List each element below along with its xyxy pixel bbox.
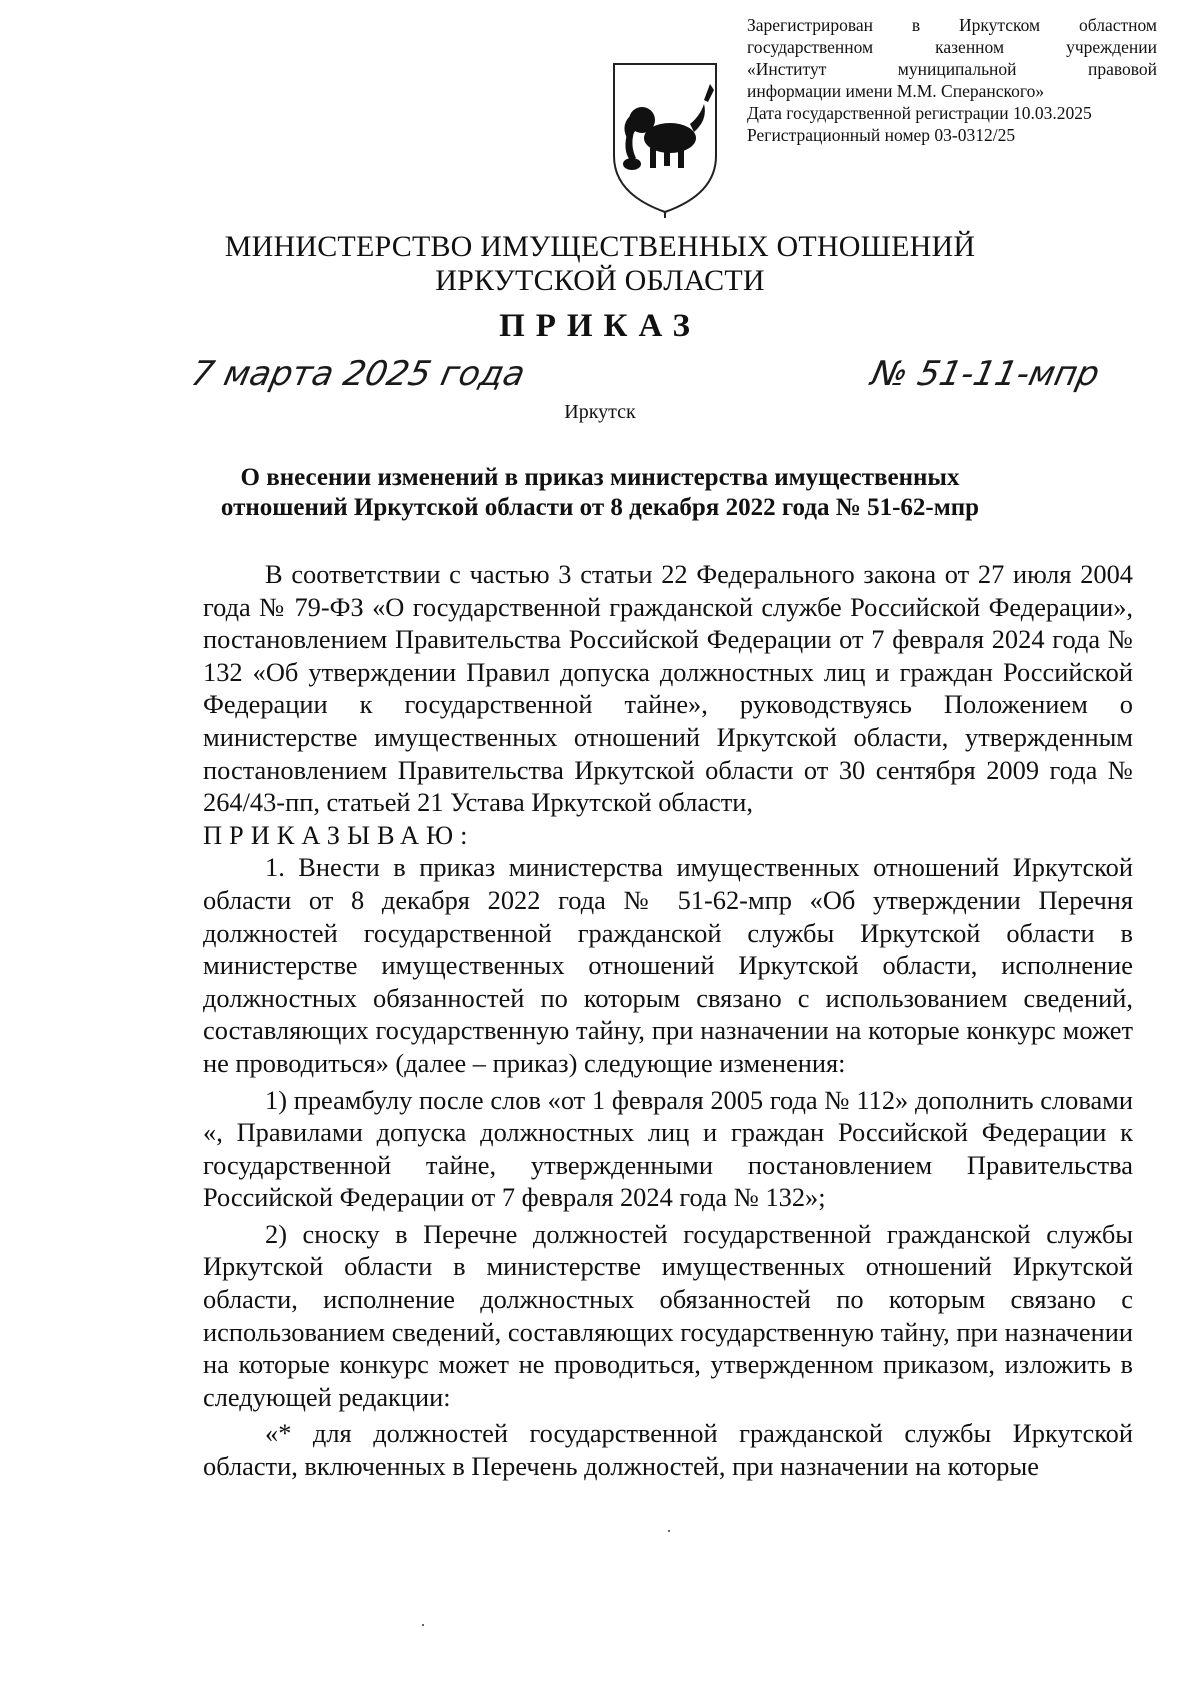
registration-line: информации имени М.М. Сперанского» — [747, 81, 1045, 101]
document-body — [203, 558, 1133, 1483]
subitem-1-paragraph: 1) преамбулу после слов «от 1 февраля 2005 года № 112» дополнить словами «, Правилами допуска должностных лиц и граждан Российской Федерации к государственной тайне, утвержденными постановлением Правительства Российской Федерации от 7 февраля 2024 года № 132»; — [203, 1084, 1133, 1213]
handwritten-number: № 51-11-мпр — [867, 354, 1103, 394]
coat-of-arms-icon — [610, 60, 720, 220]
preamble-paragraph: В соответствии с частью 3 статьи 22 Федерального закона от 27 июля 2004 года № 79-ФЗ «О государственной гражданской службе Российской Федерации», постановлением Правительства Российской Федерации от 7 февраля 2024 года № 132 «Об утверждении Правил допуска должностных лиц и граждан Российской Федерации к государственной тайне», руководствуясь Положением о министерстве имущественных отношений Иркутской области, утвержденным постановлением Правительства Иркутской области от 30 сентября 2009 года № 264/43-пп, статьей 21 Устава Иркутской области, — [203, 559, 1133, 818]
order-subject — [150, 463, 1050, 523]
ministry-line-2: ИРКУТСКОЙ ОБЛАСТИ — [435, 264, 765, 297]
registration-stamp — [747, 14, 1157, 146]
registration-number: Регистрационный номер 03-0312/25 — [747, 125, 1016, 145]
subject-line-2: отношений Иркутской области от 8 декабря 2022 года № 51-62-мпр — [220, 494, 980, 521]
ministry-line-1: МИНИСТЕРСТВО ИМУЩЕСТВЕННЫХ ОТНОШЕНИЙ — [224, 230, 976, 263]
order-word: ПРИКАЗЫВАЮ: — [203, 819, 475, 850]
registration-line: «Институт муниципальной правовой — [747, 59, 1157, 79]
item-1-paragraph: 1. Внести в приказ министерства имущественных отношений Иркутской области от 8 декабря 2022 года № 51-62-мпр «Об утверждении Перечня должностей государственной гражданской службы Иркутской области в министерстве имущественных отношений Иркутской области, исполнение должностных обязанностей по которым связано с использованием сведений, составляющих государственную тайну, при назначении на которые конкурс может не проводиться» (далее – приказ) следующие изменения: — [203, 852, 1133, 1078]
order-title: ПРИКАЗ — [499, 308, 701, 344]
subitem-2-paragraph: 2) сноску в Перечне должностей государственной гражданской службы Иркутской области в министерстве имущественных отношений Иркутской области, исполнение должностных обязанностей по которым связано с использованием сведений, составляющих государственную тайну, при назначении на которые конкурс может не проводиться, утвержденном приказом, изложить в следующей редакции: — [203, 1218, 1133, 1412]
subject-line-1: О внесении изменений в приказ министерства имущественных — [240, 464, 960, 491]
footnote-quote-paragraph: «* для должностей государственной гражданской службы Иркутской области, включенных в Перечень должностей, при назначении на которые — [203, 1418, 1133, 1482]
registration-date: Дата государственной регистрации 10.03.2025 — [747, 103, 1092, 123]
scan-speck — [422, 1624, 424, 1626]
city: Иркутск — [564, 401, 636, 423]
scan-speck — [668, 1530, 670, 1532]
registration-line: Зарегистрирован в Иркутском областном — [747, 15, 1157, 35]
registration-line: государственном казенном учреждении — [747, 37, 1157, 57]
ministry-name — [0, 230, 1200, 298]
handwritten-date: 7 марта 2025 года — [187, 354, 529, 394]
